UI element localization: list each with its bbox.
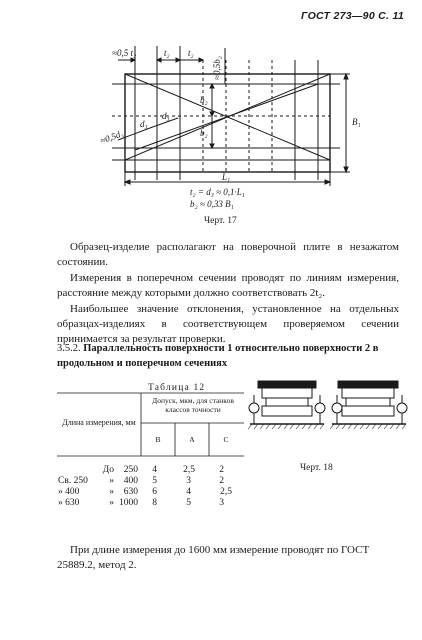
table-header-tolerance: Допуск, мкм, для станков классов точности <box>152 396 234 414</box>
table-cell: 4 <box>152 465 157 475</box>
table-cell: 250 <box>123 465 138 475</box>
table-cell: 4 <box>186 487 191 497</box>
paragraph: Наибольшее значение отклонения, установленное на отдельных образцах-изделиях в соответствующем проверяемом сечении принимается за результат проверки. <box>57 303 399 345</box>
fig17-label: d₃ <box>140 119 148 129</box>
table-cell: » 630 <box>58 498 80 508</box>
table-cell: » <box>109 487 114 497</box>
fig17-label: ≈0,5b₂ <box>212 56 222 80</box>
section-title: Параллельность поверхности 1 относительно поверхности 2 в продольном и поперечном сечениях <box>57 343 379 369</box>
table-header-class: С <box>223 435 229 444</box>
table-cell: 5 <box>186 498 191 508</box>
table-cell: » <box>109 498 114 508</box>
table-cell: 6 <box>152 487 157 497</box>
fig17-label: b₂ <box>200 95 208 105</box>
fig17-label: L₁ <box>222 172 231 182</box>
fig17-label: b₂ <box>200 128 208 138</box>
fig17-formula: t₂ = d₃ ≈ 0,1·L₁ <box>190 187 245 197</box>
table-cell: 3 <box>219 498 224 508</box>
paragraph: Измерения в поперечном сечении проводят по линиям измерения, расстояние между которыми должно соответствовать 2t₂. <box>57 272 399 299</box>
table-cell: 3 <box>186 476 191 486</box>
table-caption: Таблица 12 <box>148 383 206 393</box>
table-header-class: В <box>155 435 161 444</box>
table-cell: 2 <box>219 476 224 486</box>
fig18-caption: Черт. 18 <box>300 463 333 473</box>
table-cell: Св. 250 <box>58 476 88 486</box>
table-header-length: Длина измерения, мм <box>62 418 136 427</box>
fig17-label: d₃ <box>162 111 170 121</box>
table-cell: 5 <box>152 476 157 486</box>
paragraph: При длине измерения до 1600 мм измерение проводят по ГОСТ 25889.2, метод 2. <box>57 544 370 571</box>
fig17-label: t₂ <box>164 48 170 58</box>
table-cell: До <box>102 465 114 475</box>
table-cell: 400 <box>123 476 138 486</box>
fig17-label: ≈0,5 t₂ <box>112 48 137 58</box>
table-cell: 630 <box>123 487 138 497</box>
table-cell: 2 <box>219 465 224 475</box>
section-number: 3.5.2. <box>57 343 81 354</box>
fig17-label: ≈0,5d₃ <box>98 128 125 146</box>
table-cell: » 400 <box>58 487 80 497</box>
fig17-label: t₂ <box>188 48 194 58</box>
fig17-caption: Черт. 17 <box>204 216 237 226</box>
fig17-formula: b₂ ≈ 0,33 B₁ <box>190 199 234 209</box>
table-cell: 2,5 <box>183 465 195 475</box>
table-cell: » <box>109 476 114 486</box>
table-cell: 8 <box>152 498 157 508</box>
table-cell: 2,5 <box>220 487 232 497</box>
table-cell: 1000 <box>119 498 138 508</box>
paragraph: Образец-изделие располагают на поверочной плите в незажатом состоянии. <box>57 241 399 268</box>
table-header-class: А <box>189 435 195 444</box>
page-header: ГОСТ 273—90 С. 11 <box>300 10 404 22</box>
fig17-label: B₁ <box>352 117 361 127</box>
